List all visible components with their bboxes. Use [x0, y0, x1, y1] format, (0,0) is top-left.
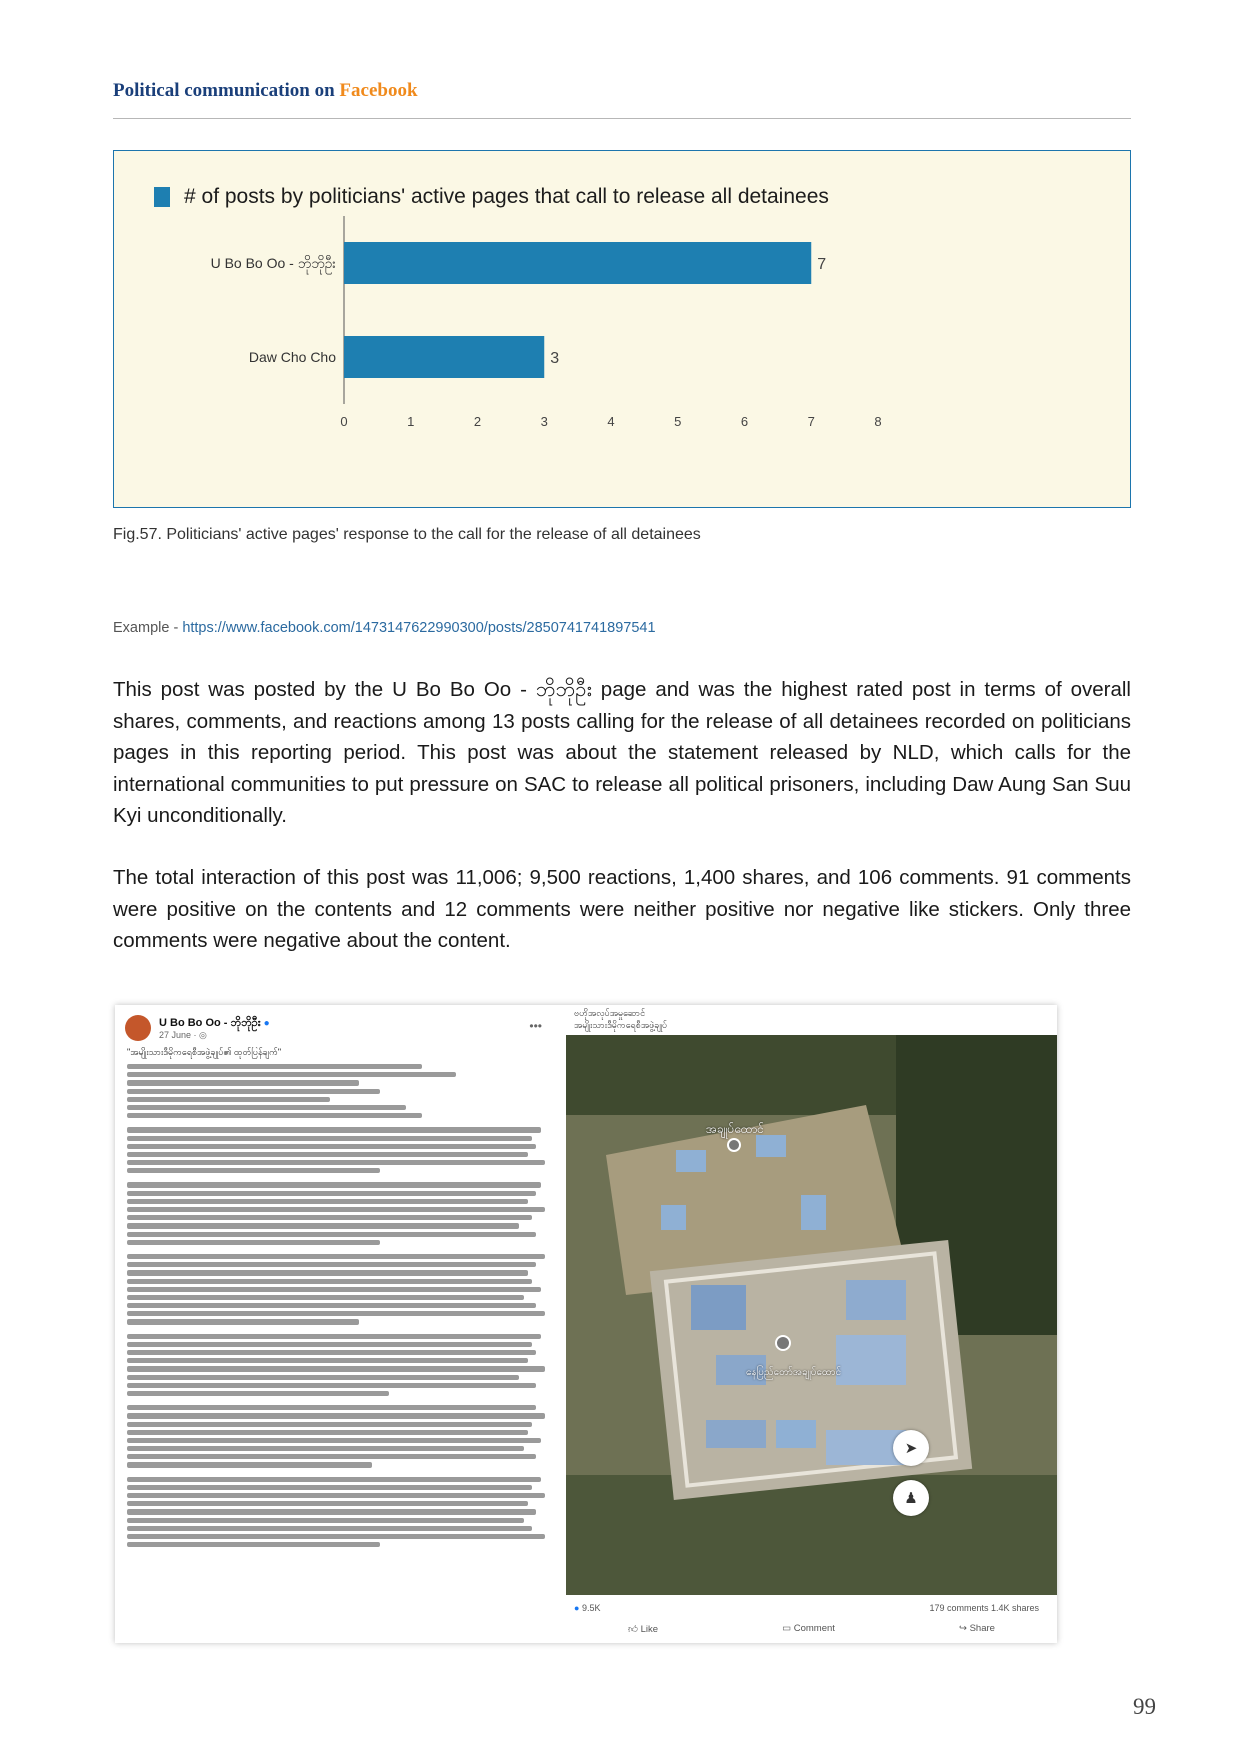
post-text-line — [127, 1168, 380, 1173]
post-text-line — [127, 1295, 524, 1300]
category-label: U Bo Bo Oo - ဘိုဘိုဦး — [210, 255, 336, 271]
paragraph-1: This post was posted by the U Bo Bo Oo - ဘိုဘိုဦး page and was the highest rated post in terms of overall shares, comments, and reactions among 13 posts calling for the release of all detainees recorded on politicians pages in this reporting period. This post was about the statement released by NLD, which calls for the international communities to put pressure on SAC to release all political prisoners, including Daw Aung San Suu Kyi unconditionally. — [113, 678, 1131, 827]
post-text-line — [127, 1240, 380, 1245]
post-text-line — [127, 1413, 545, 1418]
post-text-line — [127, 1223, 519, 1228]
comments-shares-count: 179 comments 1.4K shares — [929, 1603, 1039, 1613]
paragraph-2: The total interaction of this post was 11,006; 9,500 reactions, 1,400 shares, and 106 comments. 91 comments were positive on the contents and 12 comments were neither positive nor negative like stickers. Only three comments were negative about the content. — [113, 866, 1131, 952]
post-text-line — [127, 1485, 532, 1490]
post-text-line — [127, 1191, 536, 1196]
x-tick-label: 0 — [340, 414, 348, 429]
like-label: Like — [640, 1624, 659, 1635]
post-text-line — [127, 1232, 536, 1237]
globe-icon: ◎ — [199, 1030, 207, 1040]
post-date — [159, 1030, 207, 1041]
post-text-lines — [127, 1064, 549, 1547]
post-text-line — [127, 1182, 541, 1187]
post-media-panel — [566, 1005, 1057, 1643]
x-tick-label: 8 — [874, 414, 882, 429]
comment-label: Comment — [793, 1623, 835, 1634]
post-text-line — [127, 1438, 541, 1443]
verified-icon: ● — [263, 1018, 270, 1029]
post-text-line — [127, 1080, 359, 1085]
post-text-line — [127, 1405, 536, 1410]
share-label: Share — [969, 1623, 995, 1634]
header-divider — [113, 118, 1131, 119]
like-icon: 👍︎ — [628, 1624, 641, 1635]
post-text-line — [127, 1493, 545, 1498]
map-label-detention: နေပြည်တော်အချုပ်ထောင် — [746, 1367, 842, 1378]
post-author-name: U Bo Bo Oo - ဘိုဘိုဦး — [159, 1017, 261, 1029]
value-label: 7 — [817, 256, 827, 273]
post-text-line — [127, 1127, 541, 1132]
post-text-line — [127, 1199, 528, 1204]
post-text-line — [127, 1311, 545, 1316]
example-prefix: Example - — [113, 620, 183, 636]
figure-caption: Fig.57. Politicians' active pages' response to the call for the release of all detainees — [113, 526, 701, 543]
post-text-line — [127, 1501, 528, 1506]
post-text-line — [127, 1509, 536, 1514]
post-actions — [566, 1623, 1057, 1635]
post-text-line — [127, 1422, 532, 1427]
post-text-line — [127, 1350, 536, 1355]
post-text-line — [127, 1526, 532, 1531]
x-tick-label: 2 — [473, 414, 482, 429]
avatar — [125, 1015, 151, 1041]
x-tick-label: 7 — [807, 414, 815, 429]
chart-title-text: # of posts by politicians' active pages that call to release all detainees — [184, 185, 829, 208]
post-text-line — [127, 1207, 545, 1212]
post-text-line — [127, 1534, 545, 1539]
post-text-line — [127, 1089, 380, 1094]
x-tick-label: 5 — [674, 414, 682, 429]
header-title-accent: Facebook — [339, 80, 418, 101]
post-text-line — [127, 1144, 536, 1149]
post-text-line — [127, 1279, 532, 1284]
running-header — [113, 80, 418, 102]
share-button[interactable] — [959, 1623, 995, 1635]
page-number: 99 — [1133, 1694, 1156, 1719]
post-text-line — [127, 1358, 528, 1363]
post-text-line — [127, 1152, 528, 1157]
post-text-line — [127, 1113, 422, 1118]
chart-canvas — [114, 151, 1132, 509]
value-label: 3 — [550, 350, 560, 367]
post-text-panel — [115, 1005, 562, 1643]
post-text-line — [127, 1303, 536, 1308]
satellite-map-image — [566, 1035, 1057, 1595]
post-text-line — [127, 1334, 541, 1339]
media-caption-1: ဗဟိုအလုပ်အမှုဆောင် — [574, 1008, 646, 1018]
post-text-line — [127, 1064, 422, 1069]
post-text-line — [127, 1105, 406, 1110]
post-text-line — [127, 1391, 389, 1396]
post-body — [127, 1047, 549, 1635]
post-text-line — [127, 1430, 528, 1435]
satellite-map-drawing — [566, 1035, 1057, 1595]
example-link[interactable]: https://www.facebook.com/1473147622990300/posts/2850741741897541 — [182, 620, 656, 636]
post-stats — [574, 1603, 1049, 1613]
media-caption-2: အမျိုးသားဒီမိုကရေစီအဖွဲ့ချုပ် — [574, 1020, 668, 1030]
x-tick-label: 3 — [540, 414, 548, 429]
navigate-icon[interactable]: ➤ — [893, 1430, 929, 1466]
comment-button[interactable] — [782, 1623, 835, 1635]
comment-icon: ▭ — [782, 1623, 794, 1634]
post-text-line — [127, 1287, 541, 1292]
post-date-text: 27 June · — [159, 1030, 200, 1040]
post-text-line — [127, 1254, 545, 1259]
bar-chart — [113, 150, 1131, 508]
post-text-line — [127, 1342, 532, 1347]
post-text-line — [127, 1383, 536, 1388]
post-text-line — [127, 1477, 541, 1482]
post-text-line — [127, 1097, 330, 1102]
header-title: Political communication on — [113, 80, 335, 101]
post-text-line — [127, 1518, 524, 1523]
post-text-line — [127, 1072, 456, 1077]
reactions-count: 9.5K — [581, 1603, 601, 1613]
bar-0 — [344, 242, 811, 284]
post-text-line — [127, 1375, 519, 1380]
bar-1 — [344, 336, 544, 378]
more-options-icon: ••• — [529, 1019, 542, 1033]
map-label-prison: အချုပ်ထောင် — [706, 1122, 764, 1136]
post-text-line — [127, 1446, 524, 1451]
facebook-post-screenshot — [115, 1005, 1057, 1643]
x-tick-label: 4 — [607, 414, 615, 429]
share-icon: ↪ — [958, 1623, 970, 1634]
category-label: Daw Cho Cho — [248, 349, 336, 365]
x-tick-label: 1 — [407, 414, 415, 429]
post-headline: "အမျိုးသားဒီမိုကရေစီအဖွဲ့ချုပ်၏ ထုတ်ပြန်ချက်" — [127, 1047, 282, 1057]
post-text-line — [127, 1160, 545, 1165]
post-text-line — [127, 1542, 380, 1547]
like-button[interactable] — [628, 1623, 658, 1635]
street-view-icon[interactable]: ♟ — [893, 1480, 929, 1516]
post-text-line — [127, 1215, 532, 1220]
post-text-line — [127, 1366, 545, 1371]
post-text-line — [127, 1270, 528, 1275]
example-line — [113, 620, 656, 636]
post-text-line — [127, 1136, 532, 1141]
post-text-line — [127, 1319, 359, 1324]
post-text-line — [127, 1262, 536, 1267]
reactions-icon: ● — [574, 1603, 580, 1613]
post-text-line — [127, 1462, 372, 1467]
x-tick-label: 6 — [740, 414, 749, 429]
post-text-line — [127, 1454, 536, 1459]
